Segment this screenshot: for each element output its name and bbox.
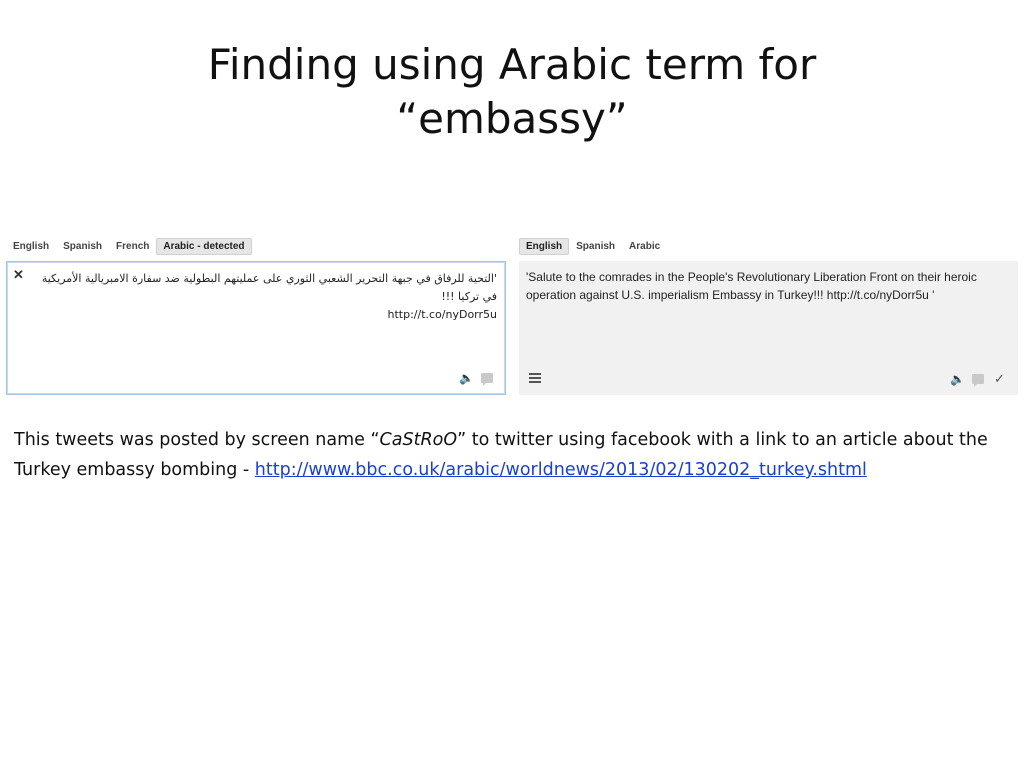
slide-title-line-1: Finding using Arabic term for [207,40,817,89]
source-text [31,270,497,324]
comment-icon[interactable] [972,372,986,386]
bbc-article-link[interactable]: http://www.bbc.co.uk/arabic/worldnews/2013/02/130202_turkey.shtml [254,460,867,480]
source-text-input[interactable] [6,261,506,395]
slide-caption [14,425,1004,485]
tab-english-target[interactable]: English [519,238,569,255]
source-url-text: http://t.co/nyDorr5u [387,308,497,321]
source-language-panel [6,235,506,395]
translation-tools [950,372,1008,386]
caption-text-part-1: This tweets was posted by screen name “ [14,430,380,450]
speaker-icon[interactable]: 🔈 [950,372,965,386]
tab-arabic-target[interactable]: Arabic [629,240,661,252]
check-icon[interactable]: ✓ [994,371,1005,386]
translation-panel [519,235,1018,395]
speaker-icon[interactable]: 🔈 [459,371,474,385]
list-icon[interactable] [529,373,541,385]
source-language-tabs [6,235,506,257]
screen-name: CaStRoO [379,430,458,450]
tab-arabic-detected[interactable]: Arabic - detected [156,238,251,255]
source-tools [459,371,495,385]
translation-text: 'Salute to the comrades in the People's Revolutionary Liberation Front on their heroic operation against U.S. imperialism Embassy in Turkey!!! http://t.co/nyDorr5u ' [526,270,977,302]
slide-title [0,38,1024,146]
tab-spanish-source[interactable]: Spanish [63,240,103,252]
tab-english-source[interactable]: English [13,240,50,252]
source-arabic-text: 'التحية للرفاق في جبهة التحرير الشعبي الثوري على عمليتهم البطولية ضد سفارة الامبريالية الأمريكية في تركيا !!! [41,272,497,303]
clear-text-icon[interactable]: ✕ [13,267,24,282]
target-language-tabs [519,235,1018,257]
tab-french-source[interactable]: French [116,240,150,252]
tab-spanish-target[interactable]: Spanish [576,240,616,252]
slide-title-line-2: “embassy” [396,94,628,143]
comment-icon[interactable] [481,371,495,385]
translation-output [519,261,1018,395]
caption-text-part-2: ” to twitter using facebook with a link to an article about the Turkey embassy bombing - [14,430,988,480]
